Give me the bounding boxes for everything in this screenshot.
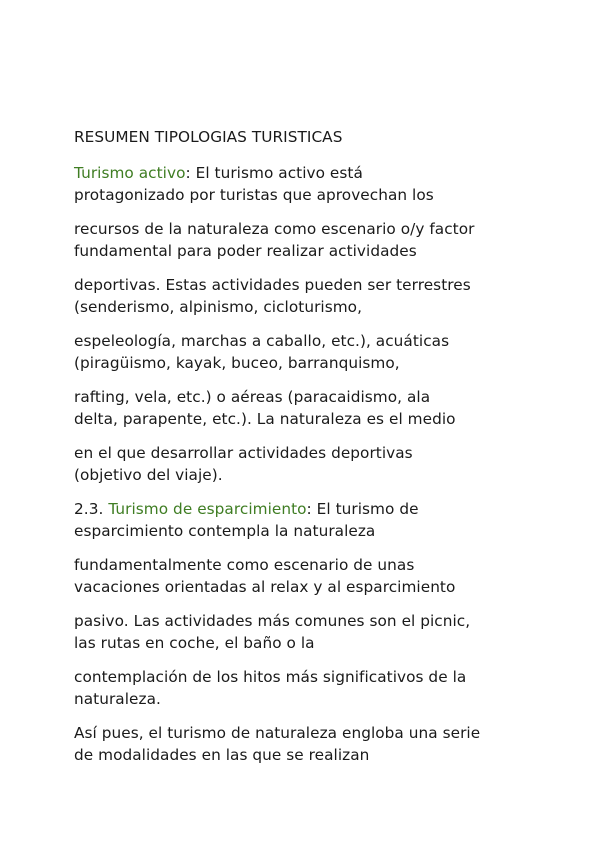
term-turismo-esparcimiento: Turismo de esparcimiento [108,500,307,518]
text-line: de modalidades en las que se realizan [74,746,370,764]
document-title: RESUMEN TIPOLOGIAS TURISTICAS [74,128,343,146]
text-line: (piragüismo, kayak, buceo, barranquismo, [74,354,400,372]
text-line: fundamentalmente como escenario de unas [74,556,415,574]
text-line [74,499,419,519]
text-line: (objetivo del viaje). [74,466,223,484]
text-line: (senderismo, alpinismo, cicloturismo, [74,298,362,316]
text-line: protagonizado por turistas que aprovechan los [74,186,434,204]
section-number: 2.3. [74,500,109,518]
text-line: deportivas. Estas actividades pueden ser terrestres [74,276,471,294]
term-turismo-activo: Turismo activo [74,164,186,182]
text-line: las rutas en coche, el baño o la [74,634,315,652]
text-line: contemplación de los hitos más significativos de la [74,668,467,686]
text-line: pasivo. Las actividades más comunes son el picnic, [74,612,471,630]
text-line: en el que desarrollar actividades deportivas [74,444,413,462]
text-line: fundamental para poder realizar actividades [74,242,417,260]
text-line: espeleología, marchas a caballo, etc.), acuáticas [74,332,450,350]
text-fragment: : El turismo de [306,500,419,518]
text-line: vacaciones orientadas al relax y al esparcimiento [74,578,456,596]
text-line: esparcimiento contempla la naturaleza [74,522,376,540]
text-line: Así pues, el turismo de naturaleza engloba una serie [74,724,481,742]
text-line: naturaleza. [74,690,161,708]
text-line: rafting, vela, etc.) o aéreas (paracaidismo, ala [74,388,431,406]
text-line: recursos de la naturaleza como escenario o/y factor [74,220,475,238]
text-fragment: : El turismo activo está [185,164,363,182]
text-line: delta, parapente, etc.). La naturaleza es el medio [74,410,456,428]
text-line [74,163,363,183]
